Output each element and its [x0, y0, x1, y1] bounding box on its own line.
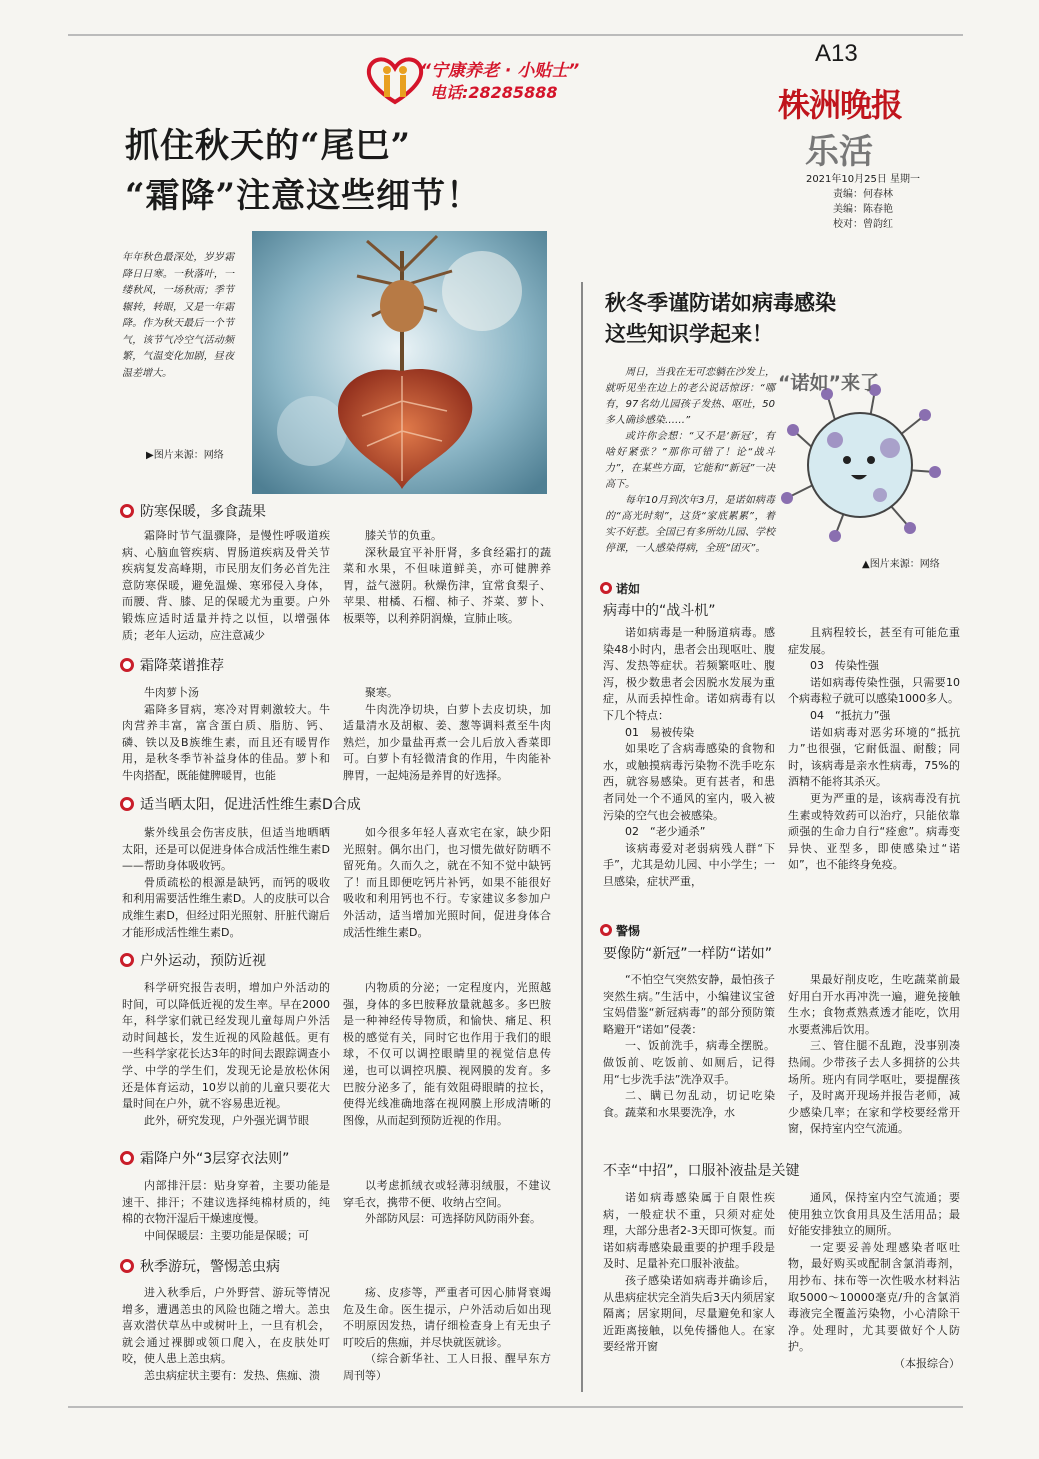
column-divider	[581, 282, 583, 1392]
main-title-line1: 抓住秋天的“尾巴”	[125, 126, 412, 166]
virus-label: “诺如”来了	[778, 372, 879, 394]
s3-col2: 通风，保持室内空气流通；要使用独立饮食用具及生活用品；最好能安排独立的厕所。 一定要妥善处理感染者呕吐物，最好购买或配制含氯消毒剂，用抄布、抹布等一次性吸水材料沾取5000～10000毫克/升的含氯消毒液完全覆盖污染物，小心清除干净。处理时，尤其要做好个人防护。 （本报综合）	[788, 1191, 960, 1370]
section-outdoor-col2: 内物质的分泌；一定程度内，光照越强，身体的多巴胺释放量就越多。多巴胺是一种神经传导物质，和愉快、痛足、积极的感觉有关，同时它也作用于我们的眼球，不仅可以调控眼睛里的视觉信息传递，也可以调控巩膜、视网膜的发育。多巴胺分泌多了，能有效阻碍眼睛的拉长，使得光线准确地落在视网膜上形成清晰的图像，从而起到预防近视的作用。	[343, 981, 551, 1127]
editor: 责编：何春林	[833, 189, 893, 200]
tag-noro: 诺如	[600, 578, 640, 598]
designer: 美编：陈春艳	[833, 204, 893, 215]
bullet-icon	[600, 582, 612, 594]
section-insect-col2: 疡、皮疹等，严重者可因心肺肾衰竭危及生命。医生提示，户外活动后如出现不明原因发热，请仔细检查身上有无虫子叮咬后的焦痂，并尽快就医就诊。 （综合新华社、工人日报、醒早东方周刊等）	[343, 1286, 551, 1382]
section-sun-col1: 紫外线虽会伤害皮肤，但适当地晒晒太阳，还是可以促进身体合成活性维生素D——帮助身体吸收钙。 骨质疏松的根源是缺钙，而钙的吸收和利用需要活性维生素D。人的皮肤可以合成维生素D，但经过阳光照射、肝脏代谢后才能形成活性维生素D。	[122, 826, 330, 939]
bullet-icon	[120, 1151, 134, 1165]
section-cold-col1: 霜降时节气温骤降，是慢性呼吸道疾病、心脑血管疾病、胃肠道疾病及骨关节疾病复发高峰期，市民朋友们务必首先注意防寒保暖，避免温燥、寒邪侵入身体，而腰、背、膝、足的保暖尤为重要。户外锻炼应适时适量并持之以恒，以增强体质；老年人运动，应注意减少	[122, 529, 330, 642]
bullet-icon	[120, 658, 134, 672]
intro-text: 年年秋色最深处，岁岁霜降日日寒。一秋落叶，一缕秋风，一场秋雨；季节辗转，转眼，又是一年霜降。作为秋天最后一个节气，该节气冷空气活动频繁，气温变化加剧，昼夜温差增大。	[122, 252, 234, 379]
s3-col1: 诺如病毒感染属于自限性疾病，一般症状不重，只须对症处理，大部分患者2-3天即可恢复。而诺如病毒感染最重要的护理手段是及时、足量补充口服补液盐。 孩子感染诺如病毒并确诊后，从患病症状完全消失后3天内须居家隔离；居家期间，尽量避免和家人近距离接触，以免传播他人。在家要经常开窗	[603, 1191, 775, 1354]
bottom-rule	[68, 1406, 963, 1408]
virus-photo-credit: ▲图片来源：网络	[862, 559, 940, 570]
section-heading-outdoor: 户外运动，预防近视	[120, 948, 266, 972]
section-cold-col2: 膝关节的负重。 深秋最宜平补肝肾，多食经霜打的蔬菜和水果，不但味道鲜美，亦可健脾养胃，益气滋阴。秋燥伤津，宜常食梨子、苹果、柑橘、石榴、柿子、芥菜、萝卜、板栗等，以利养阴润燥，宣肺止咳。	[343, 529, 551, 625]
sub-heading-prevent: 要像防“新冠”一样防“诺如”	[603, 946, 773, 962]
bullet-icon	[120, 797, 134, 811]
photo-credit: ▶图片来源：网络	[146, 450, 224, 461]
section-clothing-col2: 以考虑抓绒衣或轻薄羽绒服，不建议穿毛衣，携带不便、收纳占空间。 外部防风层：可选择防风防雨外套。	[343, 1179, 551, 1226]
section-insect-col1: 进入秋季后，户外野营、游玩等情况增多，遭遇恙虫的风险也随之增大。恙虫喜欢潜伏草丛中或树叶上，一旦有机会，就会通过裸脚或领口爬入，在皮肤处叮咬，使人患上恙虫病。 恙虫病症状主要有：发热、焦痂、溃	[122, 1286, 330, 1382]
section-recipe-col2: 聚寒。 牛肉洗净切块，白萝卜去皮切块，加适量清水及胡椒、姜、葱等调料煮至牛肉熟烂，加少量盐再煮一会儿后放入香菜即可。白萝卜有轻微清食的作用，牛肉能补脾胃，一起炖汤是养胃的好选择。	[343, 686, 551, 782]
ad-slogan: “宁康养老 · 小贴士”	[420, 61, 580, 81]
bullet-icon	[120, 953, 134, 967]
bullet-icon	[120, 504, 134, 518]
section-heading-clothing: 霜降户外“3层穿衣法则”	[120, 1146, 289, 1170]
sub-heading-rehydration: 不幸“中招”，口服补液盐是关键	[603, 1163, 800, 1179]
section-heading-cold: 防寒保暖，多食蔬果	[120, 499, 266, 523]
s1-col2: 且病程较长，甚至有可能危重症发展。 03 传染性强 诺如病毒传染性强，只需要10个病毒粒子就可以感染1000多人。 04 “抵抗力”强 诺如病毒对恶劣环境的“抵抗力”也很强，它耐低温、耐酸；同时，该病毒是亲水性病毒，75%的酒精不能将其杀灭。 更为严重的是，该病毒没有抗生素或特效药可以治疗，只能依靠顽强的生命力自行“痊愈”。病毒变异快、亚型多，即使感染过“诺如”，也不能终身免疫。	[788, 626, 960, 872]
main-title-line2: “霜降”注意这些细节！	[125, 176, 482, 216]
s2-col1: “不怕空气突然安静，最怕孩子突然生病。”生活中，小编建议宝爸宝妈借鉴“新冠病毒”的部分预防策略避开“诺如”侵袭： 一、饭前洗手，病毒全摆脱。做饭前、吃饭前、如厕后，记得用“七步洗手法”洗净双手。 二、瞒已勿乱动，切记吃染食。蔬菜和水果要洗净，水	[603, 973, 775, 1119]
tag-alert: 警惕	[600, 920, 640, 940]
bullet-icon	[600, 924, 612, 936]
paper-name: 株洲晚报	[778, 86, 903, 124]
right-intro: 周日，当我在无可恋躺在沙发上，就听见坐在边上的老公说话惊讶：“哪有，97名幼儿园孩子发热、呕吐，50多人确诊感染……” 或许你会想：“又不是‘新冠’，有啥好紧张？”那你可错了！论“战斗力”，在某些方面，它能和“新冠”一决高下。 每年10月到次年3月，是诺如病毒的“高光时刻”，这货“家底累累”，着实不好惹。全国已有多所幼儿园、学校停课，一人感染得病，全班“团灭”。	[605, 367, 775, 554]
bullet-icon	[120, 1259, 134, 1273]
s1-col1: 诺如病毒是一种肠道病毒。感染48小时内，患者会出现呕吐、腹泻、发热等症状。若频繁呕吐、腹泻，极少数患者会因脱水发展为重症，从而丢掉性命。诺如病毒有以下几个特点： 01 易被传染 如果吃了含病毒感染的食物和水，或触摸病毒污染物不洗手吃东西，就容易感染。更有甚者，和患者同处一个不通风的室内，吸入被污染的空气也会被感染。 02 “老少通杀” 该病毒爱对老弱病残人群“下手”，尤其是幼儿园、中小学生；一旦感染，症状严重，	[603, 626, 775, 888]
section-outdoor-col1: 科学研究报告表明，增加户外活动的时间，可以降低近视的发生率。早在2000年，科学家们就已经发现儿童每周户外活动时间越长，发生近视的风险越低。更有一些科学家花长达3年的时间去跟踪调查小学、中学的学生们，发现无论是放松休闲还是体育运动，10岁以前的儿童只要花大量时间在户外，就不容易患近视。 此外，研究发现，户外强光调节眼	[122, 981, 330, 1127]
right-title-line1: 秋冬季谨防诺如病毒感染	[605, 290, 836, 315]
issue-meta	[788, 172, 938, 232]
right-title-line2: 这些知识学起来！	[605, 321, 773, 346]
s2-col2: 果最好削皮吃，生吃蔬菜前最好用白开水再冲洗一遍，避免接触生水；食物煮熟煮透才能吃，饮用水要煮沸后饮用。 三、管住腿不乱跑，没事别凑热闹。少带孩子去人多拥挤的公共场所。班内有同学呕吐，要提醒孩子，及时离开现场并报告老师，减少感染几率；在家和学校要经常开窗，保持室内空气流通。	[788, 973, 960, 1136]
issue-date: 2021年10月25日 星期一	[805, 174, 921, 185]
section-title: 乐活	[805, 132, 873, 172]
ad-phone: 电话:28285888	[430, 83, 558, 102]
section-heading-recipe: 霜降菜谱推荐	[120, 653, 224, 677]
page-number: A13	[815, 40, 858, 67]
section-heading-sun: 适当晒太阳，促进活性维生素D合成	[120, 792, 361, 816]
proofreader: 校对：曾韵红	[833, 219, 893, 230]
frosted-leaf-photo	[252, 231, 547, 494]
sub-heading-fighter: 病毒中的“战斗机”	[603, 603, 716, 619]
section-sun-col2: 如今很多年轻人喜欢宅在家，缺少阳光照射。偶尔出门，也习惯先做好防晒不留死角。久而久之，就在不知不觉中缺钙了！而且即便吃钙片补钙，如果不能很好吸收和利用钙也不行。专家建议多参加户外活动，适当增加光照时间，促进身体合成活性维生素D。	[343, 826, 551, 939]
section-recipe-col1: 牛肉萝卜汤 霜降多冒病，寒冷对胃刺激较大。牛肉营养丰富，富含蛋白质、脂肪、钙、磷、铁以及B族维生素，而且还有暖胃作用，是秋冬季节补益身体的佳品。萝卜和牛肉搭配，既能健脾暖胃，也能	[122, 686, 330, 782]
section-clothing-col1: 内部排汗层：贴身穿着，主要功能是速干、排汗；不建议选择纯棉材质的，纯棉的衣物汗湿后干燥速度慢。 中间保暖层：主要功能是保暖；可	[122, 1179, 330, 1242]
section-heading-insect: 秋季游玩，警惕恙虫病	[120, 1254, 280, 1278]
top-rule	[68, 34, 963, 36]
